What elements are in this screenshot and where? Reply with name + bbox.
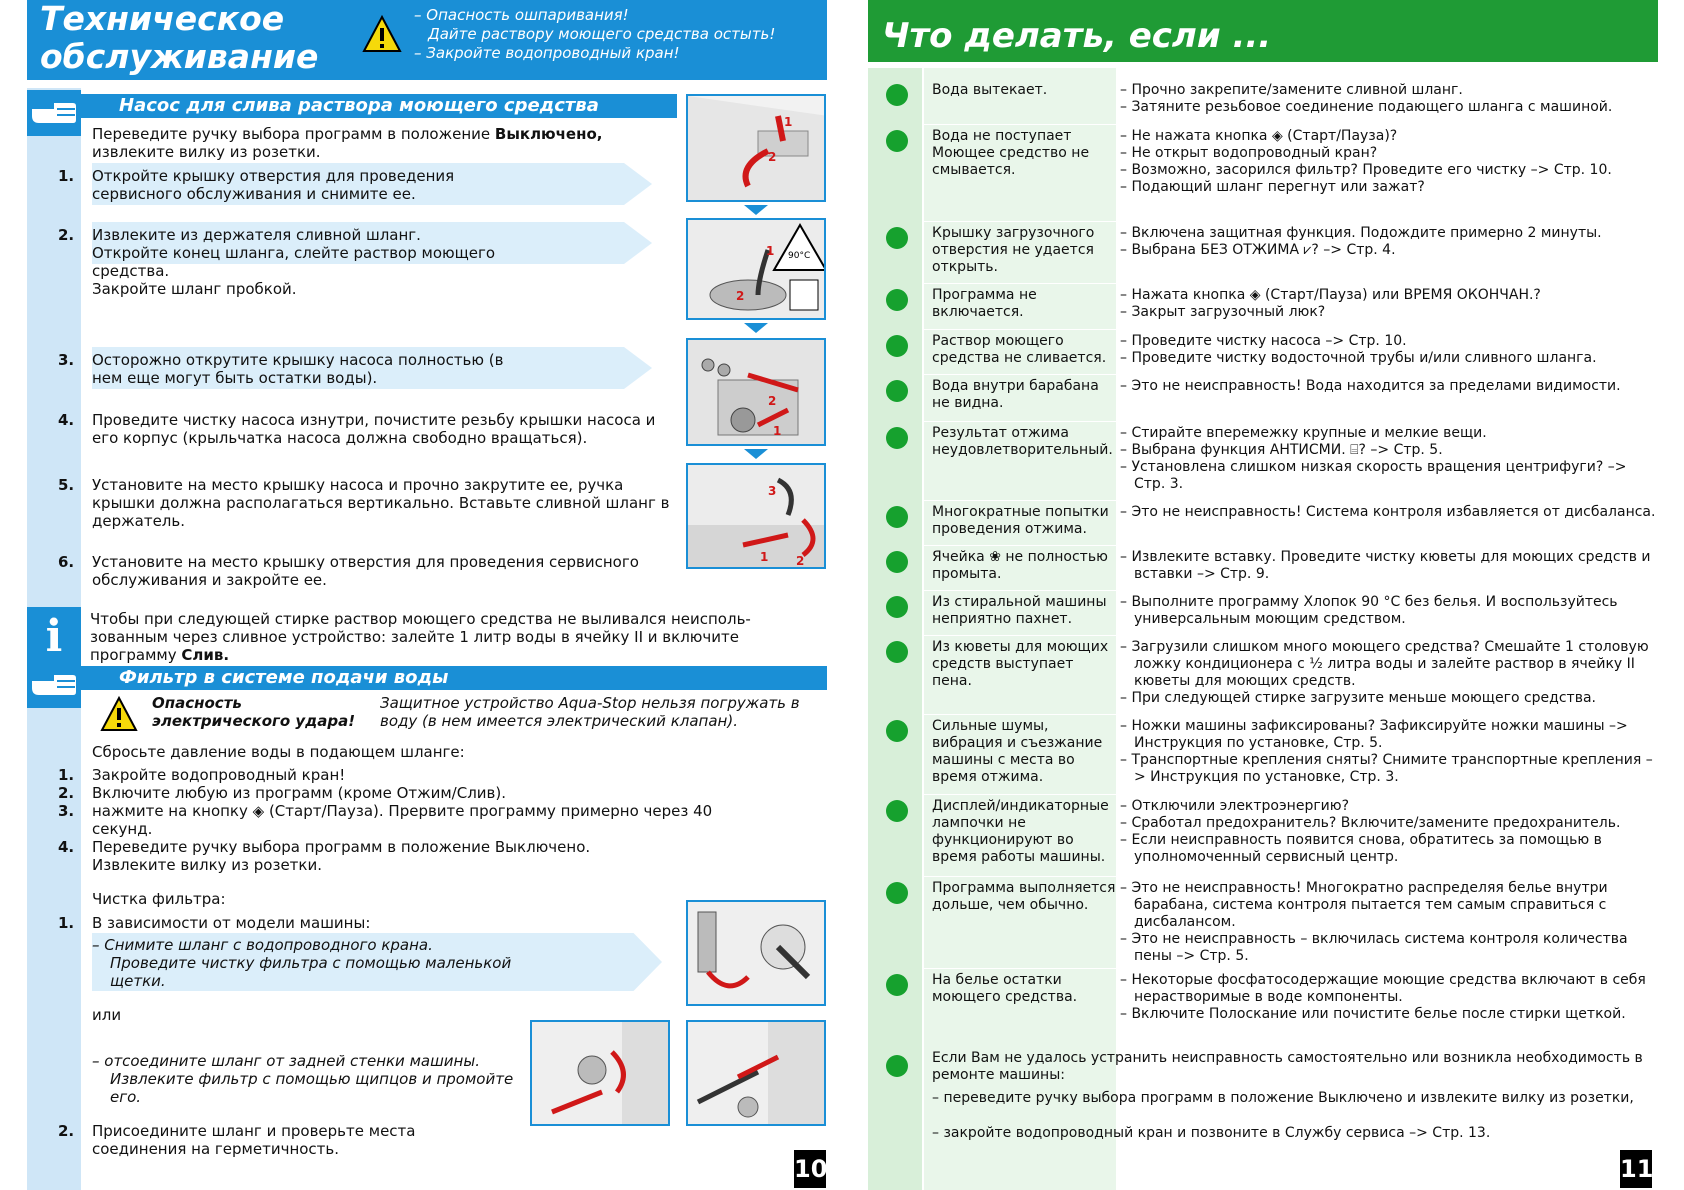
solution-item: – Не нажата кнопка ◈ (Старт/Пауза)?: [1120, 128, 1398, 144]
row-separator: [924, 876, 1660, 877]
problem-text: На белье остатки моющего средства.: [932, 972, 1078, 1005]
illustration-drain-hose: [686, 218, 826, 320]
page-title: Что делать, если ...: [882, 16, 1272, 56]
svg-text:90°C: 90°C: [788, 251, 811, 261]
svg-text:3: 3: [768, 484, 777, 498]
solution-item: – Загрузили слишком много моющего средства? Смешайте 1 столовую ложку кондиционера с ½ литра воды и залейте раствор в ячейку II кюветы для моющих средств.: [1120, 639, 1649, 689]
bullet-dot-icon: [886, 380, 908, 402]
solution-item: – Сработал предохранитель? Включите/замените предохранитель.: [1120, 815, 1621, 831]
solution-item: – Стирайте вперемежку крупные и мелкие вещи.: [1120, 425, 1487, 441]
solution-item: – Выбрана БЕЗ ОТЖИМА ⩗? –> Стр. 4.: [1120, 242, 1396, 258]
solution-list: [1120, 425, 1660, 493]
step-number: 2.: [58, 1122, 75, 1140]
step-text: Проведите чистку насоса изнутри, почистите резьбу крышки насоса и его корпус (крыльчатка насоса должна свободно вращаться).: [92, 411, 656, 447]
danger-icon: [100, 696, 138, 732]
bullet-dot-icon: [886, 641, 908, 663]
reset-text: Сбросьте давление воды в подающем шланге:: [92, 743, 465, 761]
page-number: 10: [794, 1150, 826, 1188]
row-separator: [924, 714, 1660, 715]
solution-list: [1120, 225, 1660, 259]
problem-text: Программа не включается.: [932, 287, 1037, 320]
row-separator: [924, 221, 1660, 222]
section-header-pump: [27, 94, 677, 118]
solution-list: [1120, 504, 1660, 521]
bullet-dot-icon: [886, 289, 908, 311]
info-text-bold: Слив.: [181, 646, 230, 664]
problem-text: Вода внутри барабана не видна.: [932, 378, 1099, 411]
bullet-dot-icon: [886, 1055, 908, 1077]
solution-list: [1120, 594, 1660, 628]
problem-text: Сильные шумы, вибрация и съезжание машины с места во время отжима.: [932, 718, 1103, 785]
problem-text: Вода не поступает Моющее средство не смывается.: [932, 128, 1090, 178]
bullet-dot-icon: [886, 427, 908, 449]
problem-text: Результат отжима неудовлетворительный.: [932, 425, 1113, 458]
problem-text: Дисплей/индикаторные лампочки не функционируют во время работы машины.: [932, 798, 1109, 865]
svg-text:2: 2: [768, 394, 777, 408]
step-text: Откройте крышку отверстия для проведения сервисного обслуживания и снимите ее.: [92, 167, 455, 203]
solution-item: – Ножки машины зафиксированы? Зафиксируйте ножки машины –> Инструкция по установке, Стр. 5.: [1120, 718, 1628, 751]
svg-text:1: 1: [766, 244, 775, 258]
solution-item: – Транспортные крепления сняты? Снимите транспортные крепления –> Инструкция по установке, Стр. 3.: [1120, 752, 1653, 785]
solution-list: [1120, 880, 1660, 965]
solution-item: – Закрыт загрузочный люк?: [1120, 304, 1326, 320]
row-separator: [924, 635, 1660, 636]
illustration-filter-pliers: [686, 1020, 826, 1126]
solution-item: – Прочно закрепите/замените сливной шланг.: [1120, 82, 1463, 98]
step-number: 5.: [58, 476, 75, 494]
illustration-open-cover: [686, 94, 826, 202]
intro-text: извлеките вилку из розетки.: [92, 143, 321, 161]
solution-list: [1120, 287, 1660, 321]
section1-intro: [92, 125, 637, 161]
svg-text:2: 2: [768, 150, 777, 164]
step-text: В зависимости от модели машины:: [92, 914, 371, 932]
solution-item: – Проведите чистку водосточной трубы и/или сливного шланга.: [1120, 350, 1597, 366]
bullet-dot-icon: [886, 506, 908, 528]
step-text: Установите на место крышку насоса и прочно закрутите ее, ручка крышки должна располагаться вертикально. Вставьте сливной шланг в держатель.: [92, 476, 670, 530]
solution-item: – Включите Полоскание или почистите белье после стирки щеткой.: [1120, 1006, 1626, 1022]
solution-item: – Включена защитная функция. Подождите примерно 2 минуты.: [1120, 225, 1602, 241]
svg-text:2: 2: [796, 554, 805, 568]
flow-arrow: [744, 449, 768, 459]
clean-title: Чистка фильтра:: [92, 890, 226, 908]
step-number: 3.: [58, 802, 75, 820]
illustration-reinstall: [686, 463, 826, 569]
final-item: – переведите ручку выбора программ в положение Выключено и извлеките вилку из розетки,: [932, 1090, 1634, 1106]
variant-a-text: – Снимите шланг с водопроводного крана. Проведите чистку фильтра с помощью маленькой щетки.: [92, 936, 512, 990]
variant-b-text: – отсоедините шланг от задней стенки машины. Извлеките фильтр с помощью щипцов и промойте его.: [92, 1052, 514, 1106]
svg-text:1: 1: [784, 115, 793, 129]
solution-item: – Возможно, засорился фильтр? Проведите его чистку –> Стр. 10.: [1120, 162, 1612, 178]
row-separator: [924, 545, 1660, 546]
warning-line: Дайте раствору моющего средства остыть!: [428, 25, 776, 43]
row-separator: [924, 968, 1660, 969]
problem-text: Многократные попытки проведения отжима.: [932, 504, 1109, 537]
step-number: 2.: [58, 226, 75, 244]
bullet-dot-icon: [886, 800, 908, 822]
section-header-filter: [27, 666, 827, 690]
step-text: Извлеките из держателя сливной шланг. Откройте конец шланга, слейте раствор моющего средства. Закройте шланг пробкой.: [92, 226, 496, 298]
hand-icon: [27, 662, 81, 708]
problem-text: Раствор моющего средства не сливается.: [932, 333, 1107, 366]
step-number: 4.: [58, 411, 75, 429]
step-text: Установите на место крышку отверстия для проведения сервисного обслуживания и закройте ее.: [92, 553, 639, 589]
step-text: Включите любую из программ (кроме Отжим/Слив).: [92, 784, 507, 802]
bullet-dot-icon: [886, 335, 908, 357]
info-icon: i: [27, 607, 81, 667]
solution-item: – Выбрана функция АНТИСМИ. ⌸? –> Стр. 5.: [1120, 442, 1443, 458]
solution-item: – Нажата кнопка ◈ (Старт/Пауза) или ВРЕМЯ ОКОНЧАН.?: [1120, 287, 1541, 303]
bullet-dot-icon: [886, 130, 908, 152]
danger-label: Опасность электрического удара!: [152, 694, 356, 730]
info-text-body: Чтобы при следующей стирке раствор моющего средства не выливался неисполь-зованным через сливное устройство: залейте 1 литр воды в ячейку II и включите программу: [90, 610, 751, 664]
solution-item: – Извлеките вставку. Проведите чистку кюветы для моющих средств и вставки –> Стр. 9.: [1120, 549, 1651, 582]
svg-text:1: 1: [773, 424, 782, 438]
solution-item: – Это не неисправность! Вода находится за пределами видимости.: [1120, 378, 1621, 394]
warning-icon: [362, 14, 402, 54]
bullet-dot-icon: [886, 551, 908, 573]
step-number: 1.: [58, 167, 75, 185]
bullet-dot-icon: [886, 596, 908, 618]
or-text: или: [92, 1006, 122, 1024]
svg-text:1: 1: [760, 550, 769, 564]
step-text: нажмите на кнопку ◈ (Старт/Пауза). Прервите программу примерно через 40 секунд.: [92, 802, 713, 838]
final-text: Если Вам не удалось устранить неисправность самостоятельно или возникла необходимость в ремонте машины:: [932, 1050, 1643, 1083]
step-number: 4.: [58, 838, 75, 856]
solution-item: – Затяните резьбовое соединение подающего шланга с машиной.: [1120, 99, 1613, 115]
solution-item: – Не открыт водопроводный кран?: [1120, 145, 1378, 161]
solution-item: – Некоторые фосфатосодержащие моющие средства включают в себя нерастворимые в воде компоненты.: [1120, 972, 1646, 1005]
row-separator: [924, 794, 1660, 795]
row-separator: [924, 590, 1660, 591]
step-number: 1.: [58, 766, 75, 784]
problem-text: Ячейка ❀ не полностью промыта.: [932, 549, 1108, 582]
bullet-dot-icon: [886, 974, 908, 996]
step-number: 2.: [58, 784, 75, 802]
solution-list: [1120, 128, 1660, 196]
page-number: 11: [1620, 1150, 1652, 1188]
row-separator: [924, 374, 1660, 375]
info-text: [90, 610, 795, 664]
solution-list: [1120, 378, 1660, 395]
solution-item: – При следующей стирке загрузите меньше моющего средства.: [1120, 690, 1596, 706]
intro-text: Переведите ручку выбора программ в положение: [92, 125, 495, 143]
final-item: – закройте водопроводный кран и позвоните в Службу сервиса –> Стр. 13.: [932, 1125, 1491, 1141]
step-number: 1.: [58, 914, 75, 932]
row-separator: [924, 283, 1660, 284]
solution-item: – Проведите чистку насоса –> Стр. 10.: [1120, 333, 1407, 349]
solution-item: – Это не неисправность – включилась система контроля количества пены –> Стр. 5.: [1120, 931, 1628, 964]
solution-item: – Выполните программу Хлопок 90 °С без белья. И воспользуйтесь универсальным моющим средством.: [1120, 594, 1618, 627]
step-number: 3.: [58, 351, 75, 369]
bullet-dot-icon: [886, 84, 908, 106]
flow-arrow: [744, 323, 768, 333]
warning-text: [414, 6, 824, 63]
problem-text: Из стиральной машины неприятно пахнет.: [932, 594, 1107, 627]
illustration-rear-hose: [530, 1020, 670, 1126]
solution-list: [1120, 718, 1660, 786]
hand-icon: [27, 90, 81, 136]
solution-item: – Это не неисправность! Система контроля избавляется от дисбаланса.: [1120, 504, 1656, 520]
illustration-pump-cap: [686, 338, 826, 446]
step-text: Присоедините шланг и проверьте места соединения на герметичность.: [92, 1122, 416, 1158]
row-separator: [924, 421, 1660, 422]
problem-text: Крышку загрузочного отверстия не удается открыть.: [932, 225, 1095, 275]
section-title: Фильтр в системе подачи воды: [119, 667, 449, 688]
warning-line: – Закройте водопроводный кран!: [414, 44, 680, 62]
row-separator: [924, 500, 1660, 501]
solution-list: [1120, 798, 1660, 866]
bullet-dot-icon: [886, 720, 908, 742]
bullet-dot-icon: [886, 227, 908, 249]
flow-arrow: [744, 205, 768, 215]
problem-text: Вода вытекает.: [932, 82, 1048, 98]
solution-list: [1120, 549, 1660, 583]
solution-item: – Подающий шланг перегнут или зажат?: [1120, 179, 1425, 195]
step-text: Переведите ручку выбора программ в положение Выключено. Извлеките вилку из розетки.: [92, 838, 591, 874]
solution-item: – Отключили электроэнергию?: [1120, 798, 1349, 814]
solution-list: [1120, 639, 1660, 707]
solution-list: [1120, 972, 1660, 1023]
illustration-tap-filter: [686, 900, 826, 1006]
solution-list: [1120, 82, 1660, 116]
problem-text: Из кюветы для моющих средств выступает пена.: [932, 639, 1109, 689]
solution-item: – Установлена слишком низкая скорость вращения центрифуги? –> Стр. 3.: [1120, 459, 1627, 492]
problem-text: Программа выполняется дольше, чем обычно.: [932, 880, 1116, 913]
row-separator: [924, 124, 1660, 125]
solution-item: – Если неисправность появится снова, обратитесь за помощью в уполномоченный сервисный центр.: [1120, 832, 1602, 865]
warning-line: – Опасность ошпаривания!: [414, 6, 629, 24]
right-page: [842, 0, 1684, 1190]
step-text: Закройте водопроводный кран!: [92, 766, 346, 784]
row-separator: [924, 329, 1660, 330]
page-title: Техническое обслуживание: [40, 0, 319, 76]
solution-list: [1120, 333, 1660, 367]
section-title: Насос для слива раствора моющего средства: [119, 95, 599, 116]
svg-text:2: 2: [736, 289, 745, 303]
step-text: Осторожно открутите крышку насоса полностью (в нем еще могут быть остатки воды).: [92, 351, 504, 387]
bullet-dot-icon: [886, 882, 908, 904]
danger-text: Защитное устройство Aqua-Stop нельзя погружать в воду (в нем имеется электрический клапан).: [380, 694, 800, 730]
step-number: 6.: [58, 553, 75, 571]
intro-bold: Выключено,: [494, 125, 603, 143]
solution-item: – Это не неисправность! Многократно распределяя белье внутри барабана, система контроля пытается тем самым справиться с дисбалансом.: [1120, 880, 1608, 930]
